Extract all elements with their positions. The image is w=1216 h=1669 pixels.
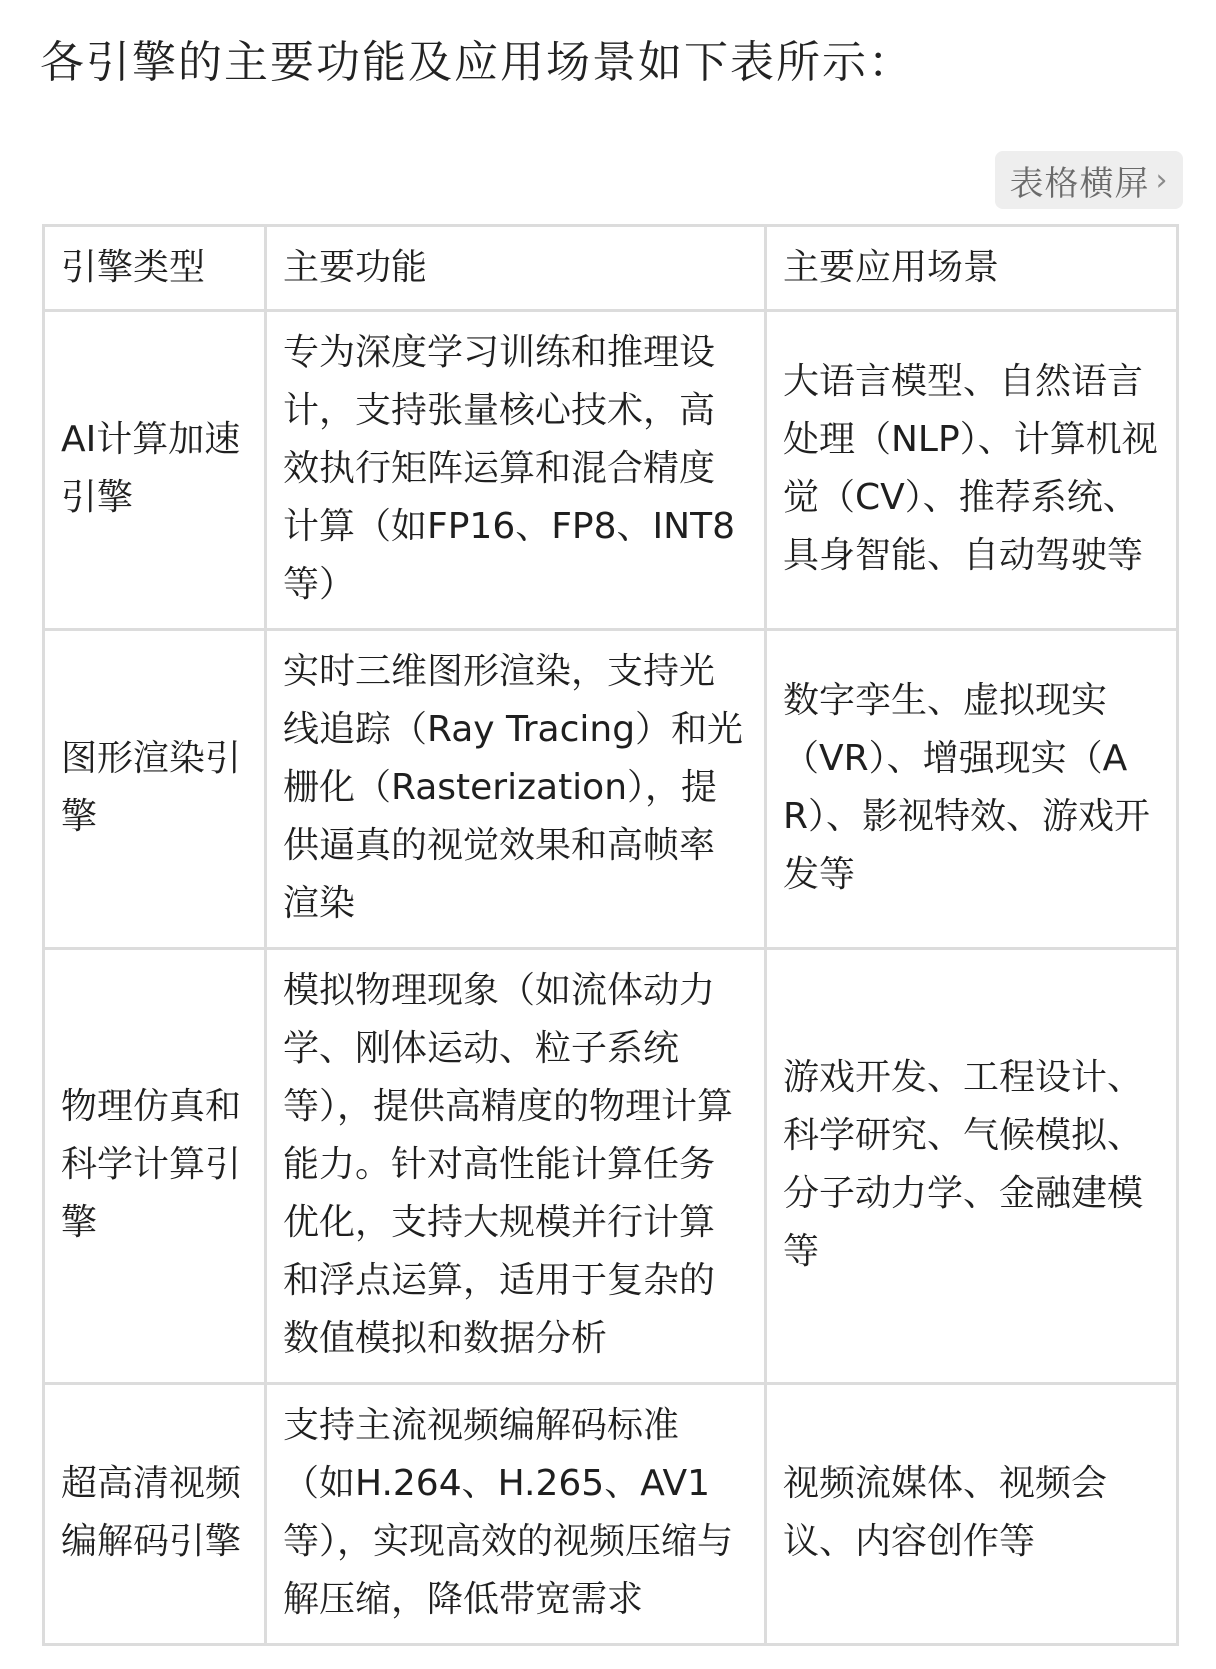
engine-type-cell: 物理仿真和科学计算引擎 [44,949,266,1384]
function-cell: 模拟物理现象（如流体动力学、刚体运动、粒子系统等），提供高精度的物理计算能力。针对高性能计算任务优化，支持大规模并行计算和浮点运算，适用于复杂的数值模拟和数据分析 [266,949,766,1384]
scenarios-cell: 数字孪生、虚拟现实（VR）、增强现实（AR）、影视特效、游戏开发等 [766,630,1178,949]
chevron-right-icon: › [1155,162,1169,198]
header-engine-type: 引擎类型 [44,226,266,311]
table-landscape-label: 表格横屏 [1009,163,1150,204]
header-main-scenarios: 主要应用场景 [766,226,1178,311]
table-row [44,630,1178,949]
function-cell: 专为深度学习训练和推理设计，支持张量核心技术，高效执行矩阵运算和混合精度计算（如FP16、FP8、INT8等） [266,311,766,630]
table-row [44,311,1178,630]
scenarios-cell: 游戏开发、工程设计、科学研究、气候模拟、分子动力学、金融建模等 [766,949,1178,1384]
engine-type-cell: 图形渲染引擎 [44,630,266,949]
table-row [44,1384,1178,1645]
table-landscape-button[interactable] [995,151,1183,209]
header-main-function: 主要功能 [266,226,766,311]
engine-type-cell: 超高清视频编解码引擎 [44,1384,266,1645]
function-cell: 支持主流视频编解码标准（如H.264、H.265、AV1等），实现高效的视频压缩与解压缩，降低带宽需求 [266,1384,766,1645]
scenarios-cell: 大语言模型、自然语言处理（NLP）、计算机视觉（CV）、推荐系统、具身智能、自动驾驶等 [766,311,1178,630]
page-heading: 各引擎的主要功能及应用场景如下表所示： [40,37,914,88]
function-cell: 实时三维图形渲染，支持光线追踪（Ray Tracing）和光栅化（Rasterization），提供逼真的视觉效果和高帧率渲染 [266,630,766,949]
engine-type-cell: AI计算加速引擎 [44,311,266,630]
engine-table [42,224,1179,1646]
table-row [44,949,1178,1384]
scenarios-cell: 视频流媒体、视频会议、内容创作等 [766,1384,1178,1645]
table-header-row [44,226,1178,311]
